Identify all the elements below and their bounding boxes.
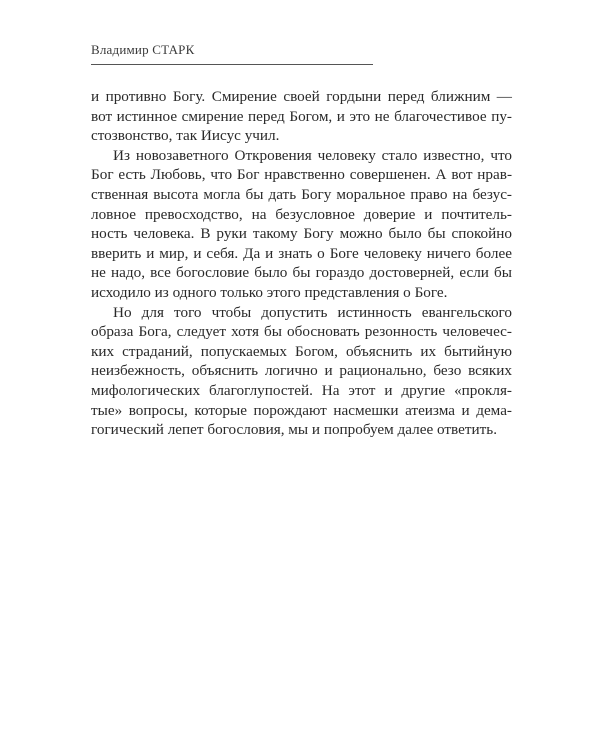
header-rule <box>91 64 373 65</box>
text-line: мифологических благоглупостей. На этот и другие «прокля- <box>91 381 512 399</box>
text-line: ность человека. В руки такому Богу можно было бы спокойно <box>91 225 512 243</box>
text-line: стозвонство, так Иисус учил. <box>91 127 280 145</box>
paragraph-1 <box>91 87 512 146</box>
body-text <box>91 87 512 440</box>
text-line: исходило из одного только этого представления о Боге. <box>91 283 448 301</box>
text-line: ких страданий, попускаемых Богом, объяснить их бытийную <box>91 342 512 360</box>
text-line: Бог есть Любовь, что Бог нравственно совершенен. А вот нрав- <box>91 166 512 184</box>
text-line: вот истинное смирение перед Богом, и это не благочестивое пу- <box>91 107 512 125</box>
text-line: вверить и мир, и себя. Да и знать о Боге человеку ничего более <box>91 244 512 262</box>
text-line: тые» вопросы, которые порождают насмешки атеизма и дема- <box>91 401 512 419</box>
text-line: гогический лепет богословия, мы и попробуем далее ответить. <box>91 421 497 439</box>
text-line: Из новозаветного Откровения человеку стало известно, что <box>113 146 512 164</box>
text-line: и противно Богу. Смирение своей гордыни перед ближним — <box>91 88 512 105</box>
text-line: Но для того чтобы допустить истинность евангельского <box>113 303 512 321</box>
text-line: не надо, все богословие было бы гораздо достоверней, если бы <box>91 264 512 282</box>
text-line: образа Бога, следует хотя бы обосновать резонность человечес- <box>91 323 512 341</box>
paragraph-2 <box>91 146 512 303</box>
paragraph-3 <box>91 303 512 440</box>
text-line: ственная высота могла бы дать Богу моральное право на безус- <box>91 185 512 203</box>
text-line: ловное превосходство, на безусловное доверие и почтитель- <box>91 205 512 223</box>
running-header-author: Владимир СТАРК <box>91 42 195 57</box>
text-line: неизбежность, объяснить логично и рационально, безо всяких <box>91 362 512 380</box>
